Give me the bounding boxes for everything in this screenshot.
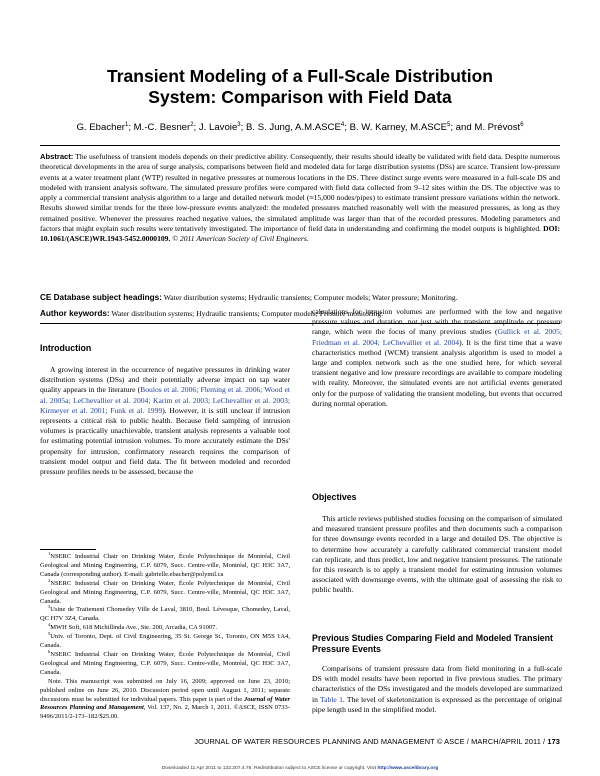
keywords-label: Author keywords: — [40, 309, 110, 318]
footnote-rule — [40, 549, 96, 550]
author-name: B. W. Karney, M.ASCE — [349, 122, 447, 133]
abstract-label: Abstract: — [40, 152, 74, 161]
abstract-doi[interactable]: DOI: 10.1061/(ASCE)WR.1943-5452.0000109. — [40, 224, 560, 244]
footnote: $^2$NSERC Industrial Chair on Drinking Water, École Polytechnique de Montréal, Civil Geological and Mining Engineering, C.P. 6079, Succ. Centre-ville, Montréal, QC H3C 3A7, Canada. — [40, 577, 290, 605]
previous-studies-paragraph: Comparisons of transient pressure data from field monitoring in a full-scale DS with model results have been reported in five previous studies. The primary characteristics of the DSs investigated and the models developed are summarized in Table 1. The level of skeletonization is expressed as the percentage of original pipe length used in the simplified model. — [312, 664, 562, 714]
ce-headings-text: Water distribution systems; Hydraulic transients; Computer models; Water pressure; Monitoring. — [163, 293, 458, 302]
abstract-top-rule — [40, 145, 560, 146]
footnote: $^3$Usine de Traitement Chomedey Ville de Laval, 3810, Boul. Lévesque, Chomedey, Laval, QC H7V 3Z4, Canada. — [40, 604, 290, 623]
footnote: $^1$NSERC Industrial Chair on Drinking Water, École Polytechnique de Montréal, Civil Geological and Mining Engineering, C.P. 6079, Succ. Centre-ville, Montréal, QC H3C 3A7, Canada (corresponding author). E-mail: gabrielle.ebacher@polymtl.ca — [40, 550, 290, 578]
footnote: $^6$NSERC Industrial Chair on Drinking Water, École Polytechnique de Montréal, Civil Geological and Mining Engineering, C.P. 6079, Succ. Centre-ville, Montréal, QC H3C 3A7, Canada. — [40, 648, 290, 676]
introduction-heading: Introduction — [40, 343, 92, 353]
page-number: 173 — [547, 737, 560, 746]
ascelibrary-link[interactable]: http://www.ascelibrary.org — [377, 766, 439, 771]
journal-footer: JOURNAL OF WATER RESOURCES PLANNING AND MANAGEMENT © ASCE / MARCH/APRIL 2011 / 173 — [194, 737, 560, 746]
introduction-citations[interactable]: Boulos et al. 2006; Fleming et al. 2006; Wood et al. 2005a; LeChevallier et al. 2004; Karim et al. 2003; LeChevallier et al. 2003; Kirmeyer et al. 2001; Funk et al. 1999 — [40, 385, 290, 415]
affiliation-footnotes — [40, 550, 290, 678]
title-line-1: Transient Modeling of a Full-Scale Distribution — [107, 66, 493, 86]
author-list: G. Ebacher$^1$; M.-C. Besner$^2$; J. Lavoie$^3$; B. S. Jung, A.M.ASCE$^4$; B. W. Karney, M.ASCE$^5$; and M. Prévost$^6$ — [76, 121, 524, 133]
author-affiliation-mark: 2 — [190, 121, 194, 128]
previous-studies-heading: Previous Studies Comparing Field and Modeled Transient Pressure Events — [312, 633, 553, 654]
footnote: $^5$Univ. of Toronto, Dept. of Civil Engineering, 35 St. George St., Toronto, ON M5S 1A4, Canada. — [40, 631, 290, 650]
ce-subject-headings — [40, 293, 560, 303]
author-name: M.-C. Besner — [133, 122, 191, 133]
introduction-paragraph: A growing interest in the occurrence of negative pressures in drinking water distribution systems (DSs) and their potentially adverse impact on tap water quality appears in the literature (Boulos et al. 2006; Fleming et al. 2006; Wood et al. 2005a; LeChevallier et al. 2004; Karim et al. 2003; LeChevallier et al. 2003; Kirmeyer et al. 2001; Funk et al. 1999). However, it is still unclear if intrusion represents a critical risk to public health. Because field sampling of intrusion volumes is practically unachievable, transient analysis represents a valuable tool for estimating potential intrusion volumes. To more accurately estimate the DSs' propensity for intrusion, confirmatory research requires the comparison of transient model output and field data. The fit between modeled and recorded pressure profiles needs to be assessed, because the — [40, 365, 290, 477]
ce-headings-label: CE Database subject headings: — [40, 293, 162, 302]
left-column — [40, 343, 290, 477]
objectives-section — [312, 492, 562, 596]
continuation-paragraph: calculations for intrusion volumes are performed with the low and negative pressure values and duration, not just with the transient amplitude or pressure range, which were the focus of many previous studies (Gullick et al. 2005; Friedman et al. 2004; LeChevallier et al. 2004). It is the first time that a wave characteristics method (WCM) transient analysis algorithm is used to model a large and complex network such as the one studied here, for which several transient negative and low pressure recordings are available to compare modeling with reality. Moreover, the simulated events are not artificial events generated only for the purpose of validating the transient modeling, but events that occurred during normal operation. — [312, 307, 562, 408]
title-line-2: System: Comparison with Field Data — [148, 87, 452, 107]
right-column-continuation — [312, 307, 562, 409]
author-affiliation-mark: 3 — [237, 121, 241, 128]
author-name: M. Prévost — [474, 122, 521, 133]
download-footer: Downloaded 11 Apr 2011 to 132.207.4.76. Redistribution subject to ASCE license or copyright. Visit http://www.ascelibrary.org — [161, 766, 439, 771]
author-affiliation-mark: 4 — [340, 121, 345, 128]
journal-name: Journal of Water Resources Planning and Management — [40, 695, 290, 712]
author-affiliation-mark: 5 — [446, 121, 451, 128]
continuation-citations[interactable]: Gullick et al. 2005; Friedman et al. 2004; LeChevallier et al. 2004 — [312, 327, 562, 347]
page-title — [40, 66, 560, 108]
author-affiliation-mark: 6 — [520, 121, 524, 128]
footnote: $^4$MWH Soft, 618 Michillinda Ave., Ste. 200, Arcadia, CA 91007. — [48, 622, 217, 632]
abstract-copyright: © 2011 American Society of Civil Engineers. — [172, 234, 309, 244]
previous-studies-section — [312, 633, 562, 715]
author-name: B. S. Jung, A.M.ASCE — [245, 122, 341, 133]
author-affiliation-mark: 1 — [124, 121, 129, 128]
footnotes — [40, 550, 290, 722]
objectives-heading: Objectives — [312, 492, 357, 502]
author-name: G. Ebacher — [76, 122, 125, 133]
keywords-text: Water distribution systems; Hydraulic transients; Computer models; Pressure monitoring. — [111, 309, 384, 318]
abstract — [40, 152, 560, 245]
objectives-paragraph: This article reviews published studies focusing on the comparison of simulated and measured transient pressure profiles and then documents such a comparison for three downsurge events recorded in a large and detailed DS. The objective is to determine how accurately a carefully calibrated commercial transient model can replicate, and thus predict, low and negative transient pressures. The rationale for this research is to apply a transient model for estimating intrusion volumes associated with downsurge events, with the ultimate goal of assessing the risk to public health. — [312, 514, 562, 595]
table-1-link[interactable]: Table 1 — [320, 694, 343, 704]
author-name: J. Lavoie — [198, 122, 238, 133]
manuscript-note: Note. This manuscript was submitted on July 16, 2009; approved on June 23, 2010; published online on June 26, 2010. Discussion period open until August 1, 2011; separate discussions must be submitted for individual papers. This paper is part of the Journal of Water Resources Planning and Management, Vol. 137, No. 2, March 1, 2011. ©ASCE, ISSN 0733-9496/2011/2-173–182/$25.00. — [40, 677, 290, 721]
abstract-text: The usefulness of transient models depends on their predictive ability. Consequently, their results should ideally be validated with field data. Despite numerous theoretical developments in the area of surge analysis, comparisons between field and modeled data for large distribution systems (DSs) are scarce. Transient low-pressure events at a water treatment plant (WTP) resulted in negative pressures at numerous locations in the DS. Three distinct surge events were measured in a full-scale DS and modeled with transient analysis software. The simulated pressure profiles were compared with field data collected from 9–12 sites within the DS. The objective was to apply a commercial transient analysis algorithm to a large and detailed network model (≈15,000 nodes/pipes) to estimate transient pressure variations within the network. Results showed similar trends for the three low-pressure events analyzed: the modeled pressures matched reasonably well with the measured pressures, as long as they remained positive. Whenever the pressures reached negative values, the simulated amplitude was larger than that of the recorded pressures. Modeling parameters and factors that might explain such results were tentatively investigated. The importance of field data in understanding and confirming the model outputs is highlighted. — [40, 152, 560, 234]
